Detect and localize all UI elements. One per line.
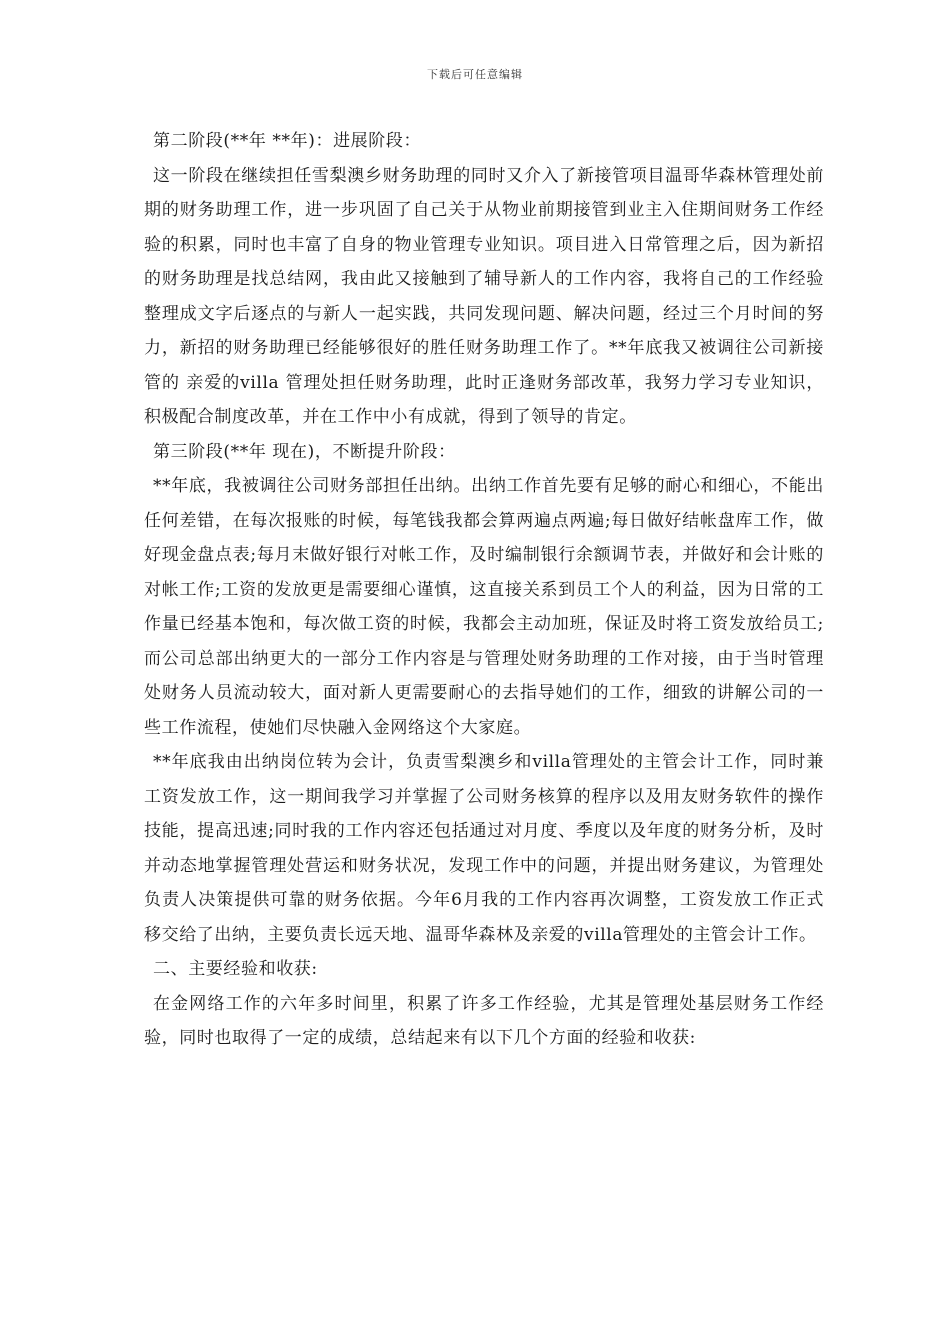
paragraph-stage-two: 这一阶段在继续担任雪梨澳乡财务助理的同时又介入了新接管项目温哥华森林管理处前期的财务助理工作，进一步巩固了自己关于从物业前期接管到业主入住期间财务工作经验的积累，同时也丰富了自身的物业管理专业知识。项目进入日常管理之后，因为新招的财务助理是找总结网，我由此又接触到了辅导新人的工作内容，我将自己的工作经验整理成文字后逐点的与新人一起实践，共同发现问题、解决问题，经过三个月时间的努力，新招的财务助理已经能够很好的胜任财务助理工作了。**年底我又被调往公司新接管的 亲爱的villa 管理处担任财务助理，此时正逢财务部改革，我努力学习专业知识，积极配合制度改革，并在工作中小有成就，得到了领导的肯定。 [144,165,824,427]
paragraph-cashier: **年底，我被调往公司财务部担任出纳。出纳工作首先要有足够的耐心和细心，不能出任何差错，在每次报账的时候，每笔钱我都会算两遍点两遍;每日做好结帐盘库工作，做好现金盘点表;每月末做好银行对帐工作，及时编制银行余额调节表，并做好和会计账的对帐工作;工资的发放更是需要细心谨慎，这直接关系到员工个人的利益，因为日常的工作量已经基本饱和，每次做工资的时候，我都会主动加班，保证及时将工资发放给员工;而公司总部出纳更大的一部分工作内容是与管理处财务助理的工作对接，由于当时管理处财务人员流动较大，面对新人更需要耐心的去指导她们的工作，细致的讲解公司的一些工作流程，使她们尽快融入金网络这个大家庭。 [144,476,824,738]
paragraph-accountant: **年底我由出纳岗位转为会计，负责雪梨澳乡和villa管理处的主管会计工作，同时兼工资发放工作，这一期间我学习并掌握了公司财务核算的程序以及用友财务软件的操作技能，提高迅速;同时我的工作内容还包括通过对月度、季度以及年度的财务分析，及时并动态地掌握管理处营运和财务状况，发现工作中的问题，并提出财务建议，为管理处负责人决策提供可靠的财务依据。今年6月我的工作内容再次调整，工资发放工作正式移交给了出纳，主要负责长远天地、温哥华森林及亲爱的villa管理处的主管会计工作。 [144,752,824,945]
paragraph-experience: 在金网络工作的六年多时间里，积累了许多工作经验，尤其是管理处基层财务工作经验，同时也取得了一定的成绩，总结起来有以下几个方面的经验和收获: [144,993,824,1048]
document-body [144,124,824,1056]
section-heading-stage-three: 第三阶段(**年 现在)，不断提升阶段： [153,441,456,462]
page-header-note: 下载后可任意编辑 [427,68,523,81]
section-heading-stage-two: 第二阶段(**年 **年)：进展阶段： [153,131,422,151]
section-heading-experience: 二、主要经验和收获: [153,959,318,979]
